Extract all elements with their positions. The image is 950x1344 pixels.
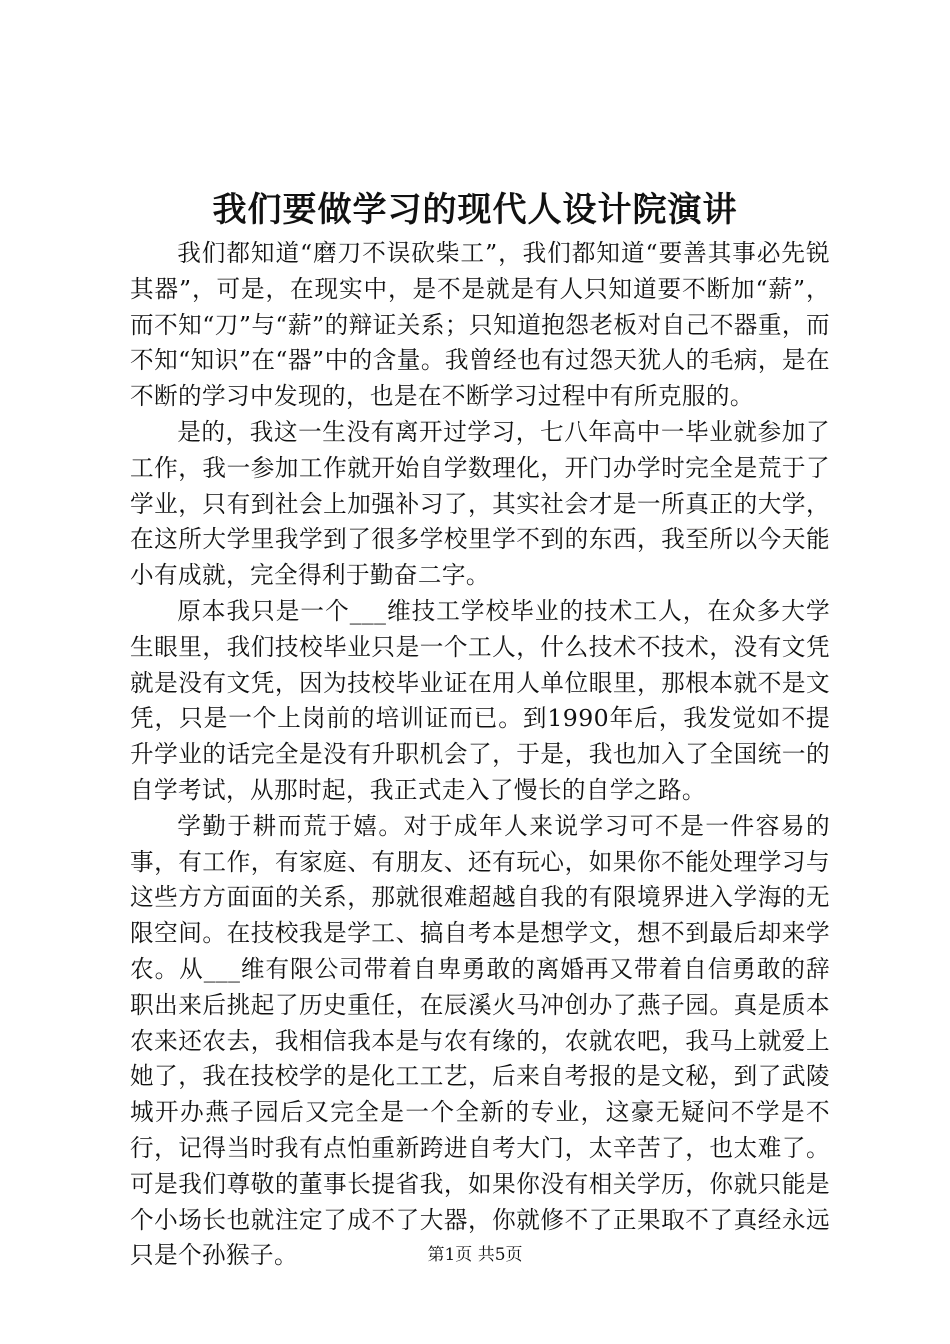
page-number-footer: 第1页 共5页	[427, 1245, 523, 1265]
paragraph-1: 我们都知道“磨刀不误砍柴工”，我们都知道“要善其事必先锐其器”，可是，在现实中，是不是就是有人只知道要不断加“薪”，而不知“刀”与“薪”的辩证关系；只知道抱怨老板对自己不器重，而不知“知识”在“器”中的含量。我曾经也有过怨天犹人的毛病，是在不断的学习中发现的，也是在不断学习过程中有所克服的。	[130, 239, 830, 411]
document-title: 我们要做学习的现代人设计院演讲	[212, 190, 738, 230]
paragraph-2: 是的，我这一生没有离开过学习，七八年高中一毕业就参加了工作，我一参加工作就开始自学数理化，开门办学时完全是荒于了学业，只有到社会上加强补习了，其实社会才是一所真正的大学，在这所大学里我学到了很多学校里学不到的东西，我至所以今天能小有成就，完全得利于勤奋二字。	[130, 417, 830, 590]
document-body	[130, 236, 830, 1274]
paragraph-4: 学勤于耕而荒于嬉。对于成年人来说学习可不是一件容易的事，有工作，有家庭、有朋友、还有玩心，如果你不能处理学习与这些方方面面的关系，那就很难超越自我的有限境界进入学海的无限空间。在技校我是学工、搞自考本是想学文，想不到最后却来学农。从___维有限公司带着自卑勇敢的离婚再又带着自信勇敢的辞职出来后挑起了历史重任，在辰溪火马冲创办了燕子园。真是质本农来还农去，我相信我本是与农有缘的，农就农吧，我马上就爱上她了，我在技校学的是化工工艺，后来自考报的是文秘，到了武陵城开办燕子园后又完全是一个全新的专业，这豪无疑问不学是不行，记得当时我有点怕重新跨进自考大门，太辛苦了，也太难了。可是我们尊敬的董事长提省我，如果你没有相关学历，你就只能是个小场长也就注定了成不了大器，你就修不了正果取不了真经永远只是个孙猴子。	[130, 811, 830, 1270]
paragraph-3: 原本我只是一个___维技工学校毕业的技术工人，在众多大学生眼里，我们技校毕业只是一个工人，什么技术不技术，没有文凭就是没有文凭，因为技校毕业证在用人单位眼里，那根本就不是文凭，只是一个上岗前的培训证而已。到1990年后，我发觉如不提升学业的话完全是没有升职机会了，于是，我也加入了全国统一的自学考试，从那时起，我正式走入了慢长的自学之路。	[130, 596, 830, 804]
